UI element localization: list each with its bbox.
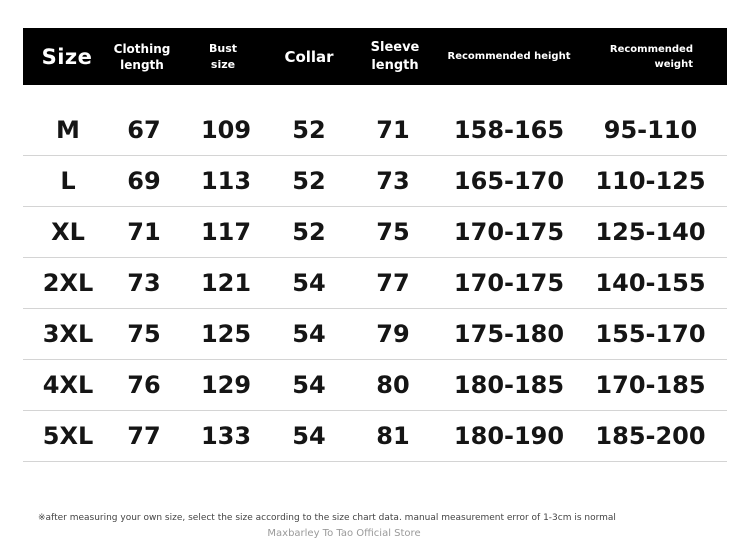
- header-recommended-height: Recommended height: [447, 51, 571, 62]
- cell-sleeve: 73: [376, 167, 410, 195]
- cell-sleeve: 80: [376, 371, 410, 399]
- table-row: [23, 156, 727, 207]
- cell-clothing-length: 75: [127, 320, 161, 348]
- header-recommended-weight: Recommended weight: [609, 43, 693, 70]
- size-chart-header: [23, 28, 727, 85]
- cell-collar: 52: [292, 167, 326, 195]
- cell-clothing-length: 77: [127, 422, 161, 450]
- table-row: [23, 309, 727, 360]
- cell-bust: 129: [200, 371, 252, 399]
- cell-weight: 155-170: [595, 320, 706, 348]
- table-row: [23, 360, 727, 411]
- cell-size: 5XL: [42, 422, 94, 450]
- cell-height: 170-175: [453, 269, 565, 297]
- cell-size: L: [60, 167, 76, 195]
- cell-weight: 95-110: [603, 116, 698, 144]
- cell-collar: 54: [292, 422, 326, 450]
- cell-sleeve: 77: [376, 269, 410, 297]
- cell-size: 2XL: [42, 269, 94, 297]
- cell-collar: 52: [292, 116, 326, 144]
- table-row: [23, 207, 727, 258]
- header-collar: Collar: [284, 47, 334, 66]
- header-bust-size: Bust size: [208, 41, 238, 71]
- cell-weight: 140-155: [595, 269, 706, 297]
- cell-clothing-length: 67: [127, 116, 161, 144]
- cell-height: 158-165: [453, 116, 565, 144]
- cell-bust: 117: [200, 218, 252, 246]
- cell-size: 3XL: [42, 320, 94, 348]
- cell-sleeve: 71: [376, 116, 410, 144]
- header-clothing-length: Clothing length: [113, 41, 171, 72]
- cell-bust: 133: [200, 422, 252, 450]
- cell-collar: 54: [292, 371, 326, 399]
- cell-weight: 110-125: [595, 167, 706, 195]
- cell-clothing-length: 71: [127, 218, 161, 246]
- cell-size: M: [56, 116, 80, 144]
- header-size: Size: [41, 44, 93, 69]
- store-name: Maxbarley To Tao Official Store: [267, 528, 421, 539]
- cell-collar: 54: [292, 269, 326, 297]
- cell-bust: 113: [200, 167, 252, 195]
- cell-weight: 185-200: [595, 422, 706, 450]
- cell-size: XL: [51, 218, 85, 246]
- cell-weight: 170-185: [595, 371, 706, 399]
- cell-weight: 125-140: [595, 218, 706, 246]
- table-row: [23, 105, 727, 156]
- cell-height: 170-175: [453, 218, 565, 246]
- cell-bust: 125: [200, 320, 252, 348]
- cell-sleeve: 79: [376, 320, 410, 348]
- table-row: [23, 258, 727, 309]
- cell-height: 180-190: [453, 422, 565, 450]
- cell-bust: 109: [200, 116, 252, 144]
- cell-height: 180-185: [453, 371, 565, 399]
- size-chart-rows: [23, 105, 727, 462]
- table-row: [23, 411, 727, 462]
- header-sleeve-length: Sleeve length: [370, 39, 420, 73]
- cell-sleeve: 81: [376, 422, 410, 450]
- cell-collar: 52: [292, 218, 326, 246]
- cell-sleeve: 75: [376, 218, 410, 246]
- cell-size: 4XL: [42, 371, 94, 399]
- cell-collar: 54: [292, 320, 326, 348]
- measurement-note: ※after measuring your own size, select the size according to the size chart data. manual measurement error of 1-3cm is normal: [38, 513, 616, 523]
- cell-clothing-length: 76: [127, 371, 161, 399]
- cell-clothing-length: 73: [127, 269, 161, 297]
- cell-height: 165-170: [453, 167, 565, 195]
- cell-clothing-length: 69: [127, 167, 161, 195]
- cell-height: 175-180: [453, 320, 565, 348]
- cell-bust: 121: [200, 269, 252, 297]
